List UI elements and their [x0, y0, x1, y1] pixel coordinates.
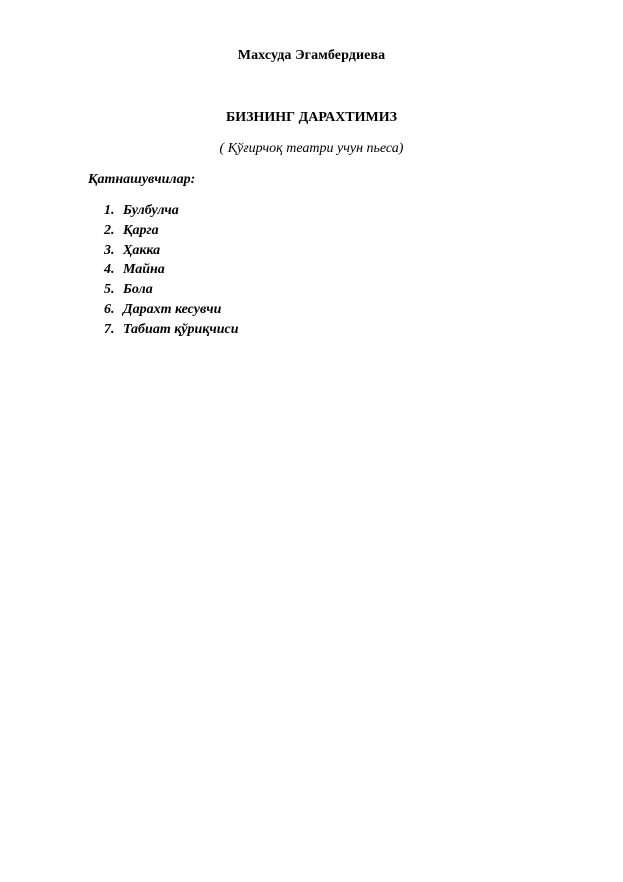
cast-heading: Қатнашувчилар: [88, 172, 196, 187]
list-item [104, 320, 239, 340]
document-title: БИЗНИНГ ДАРАХТИМИЗ [225, 110, 398, 125]
list-item-name: Ҳакка [123, 242, 161, 258]
list-item-number: 6. [104, 301, 115, 317]
list-item [104, 260, 239, 280]
list-item-number: 2. [104, 222, 115, 238]
list-item-name: Табиат қўриқчиси [123, 321, 239, 337]
list-item-name: Бола [123, 282, 153, 298]
list-item-number: 5. [104, 282, 115, 298]
list-item-name: Дарахт кесувчи [123, 301, 222, 317]
list-item [104, 221, 239, 241]
author-name: Махсуда Эгамбердиева [237, 48, 386, 63]
list-item [104, 241, 239, 261]
list-item-name: Булбулча [123, 203, 179, 218]
document-subtitle: ( Қўғирчоқ театри учун пьеса) [219, 141, 404, 156]
list-item-number: 1. [104, 203, 115, 218]
list-item-name: Қарга [123, 222, 159, 238]
list-item-number: 3. [104, 242, 115, 258]
list-item [104, 201, 239, 221]
list-item-name: Майна [123, 262, 165, 278]
list-item-number: 4. [104, 262, 115, 278]
cast-list [104, 201, 239, 340]
list-item [104, 280, 239, 300]
list-item [104, 300, 239, 320]
list-item-number: 7. [104, 321, 115, 337]
